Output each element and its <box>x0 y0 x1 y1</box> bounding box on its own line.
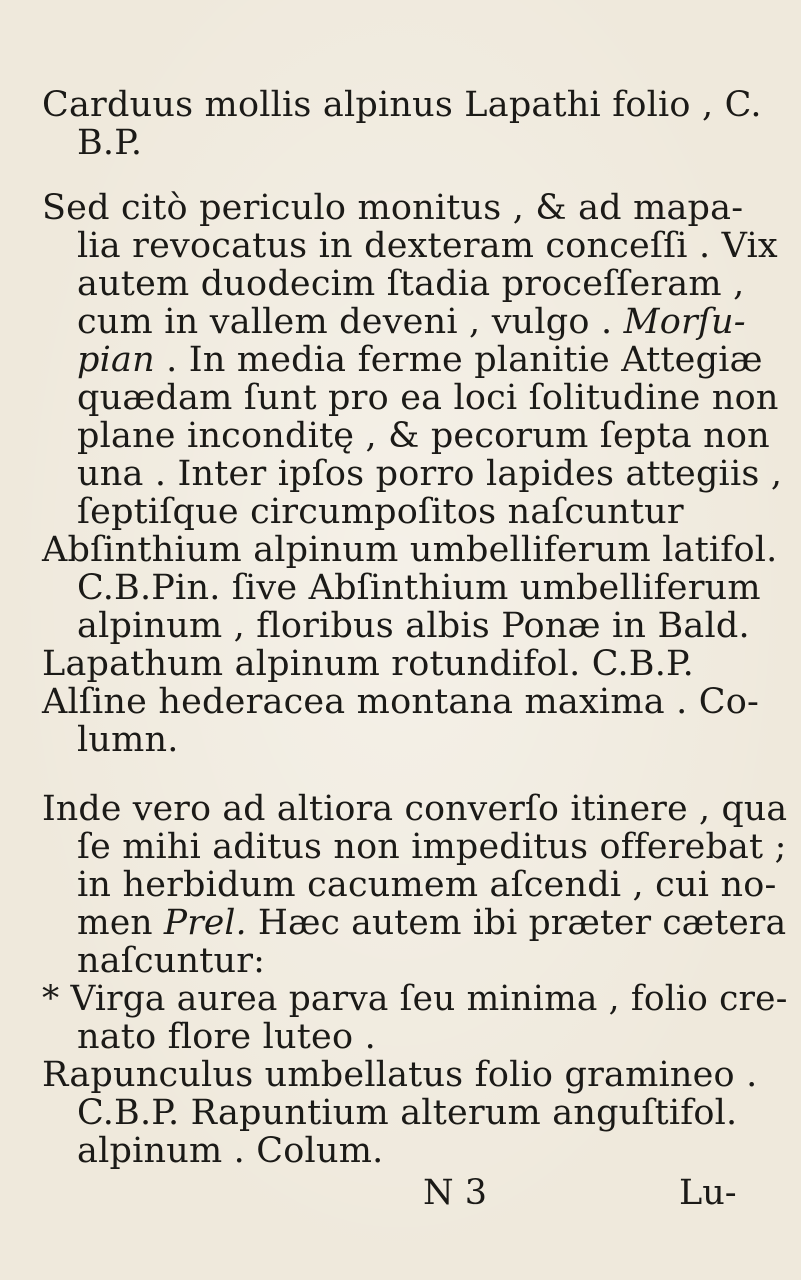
text-line-24: nato flore luteo . <box>77 1017 376 1057</box>
text-line-5: autem duodecim ſtadia proceſſeram , <box>77 264 745 304</box>
text-line-27: alpinum . Colum. <box>77 1131 384 1171</box>
text-line-22: naſcuntur: <box>77 941 266 981</box>
text-line-6-italic: Morſu- <box>623 302 746 342</box>
text-line-2: B.P. <box>77 123 143 163</box>
text-line-18: Inde vero ad altiora converſo itinere , qua <box>42 789 788 829</box>
text-line-10: una . Inter ipſos porro lapides attegiis , <box>77 454 783 494</box>
text-line-15: Lapathum alpinum rotundifol. C.B.P. <box>42 644 695 684</box>
text-line-3: Sed citò periculo monitus , & ad mapa- <box>42 188 744 228</box>
text-line-13: C.B.Pin. ſive Abſinthium umbelliferum <box>77 568 761 608</box>
text-line-6-roman: cum in vallem deveni , vulgo . <box>77 302 624 342</box>
text-line-26: C.B.P. Rapuntium alterum anguſtifol. <box>77 1093 738 1133</box>
catchword: Lu- <box>679 1173 737 1213</box>
text-line-4: lia revocatus in dexteram conceſſi . Vix <box>77 226 778 266</box>
text-line-21 <box>77 903 786 943</box>
text-line-6 <box>77 302 746 342</box>
text-line-1: Carduus mollis alpinus Lapathi folio , C. <box>42 85 762 125</box>
text-line-21-roman-a: men <box>77 903 164 943</box>
text-line-16: Alſine hederacea montana maxima . Co- <box>42 682 760 722</box>
text-line-23: * Virga aurea parva ſeu minima , folio cre- <box>42 979 788 1019</box>
text-line-21-italic: Prel. <box>163 903 247 943</box>
text-line-17: lumn. <box>77 720 179 760</box>
text-line-12: Abſinthium alpinum umbelliferum latifol. <box>42 530 778 570</box>
signature-mark: N 3 <box>423 1173 488 1213</box>
text-line-21-roman-b: Hæc autem ibi præter cætera <box>246 903 787 943</box>
text-line-9: plane inconditę , & pecorum ſepta non <box>77 416 770 456</box>
text-line-7-italic: pian <box>77 340 155 380</box>
text-line-8: quædam ſunt pro ea loci ſolitudine non <box>77 378 779 418</box>
text-line-7 <box>77 340 763 380</box>
text-line-19: ſe mihi aditus non impeditus offerebat ; <box>77 827 787 867</box>
text-line-7-roman: . In media ferme planitie Attegiæ <box>154 340 763 380</box>
text-line-11: ſeptiſque circumpoſitos naſcuntur <box>77 492 684 532</box>
text-line-20: in herbidum cacumem aſcendi , cui no- <box>77 865 777 905</box>
text-line-14: alpinum , floribus albis Ponæ in Bald. <box>77 606 750 646</box>
text-line-25: Rapunculus umbellatus folio gramineo . <box>42 1055 758 1095</box>
